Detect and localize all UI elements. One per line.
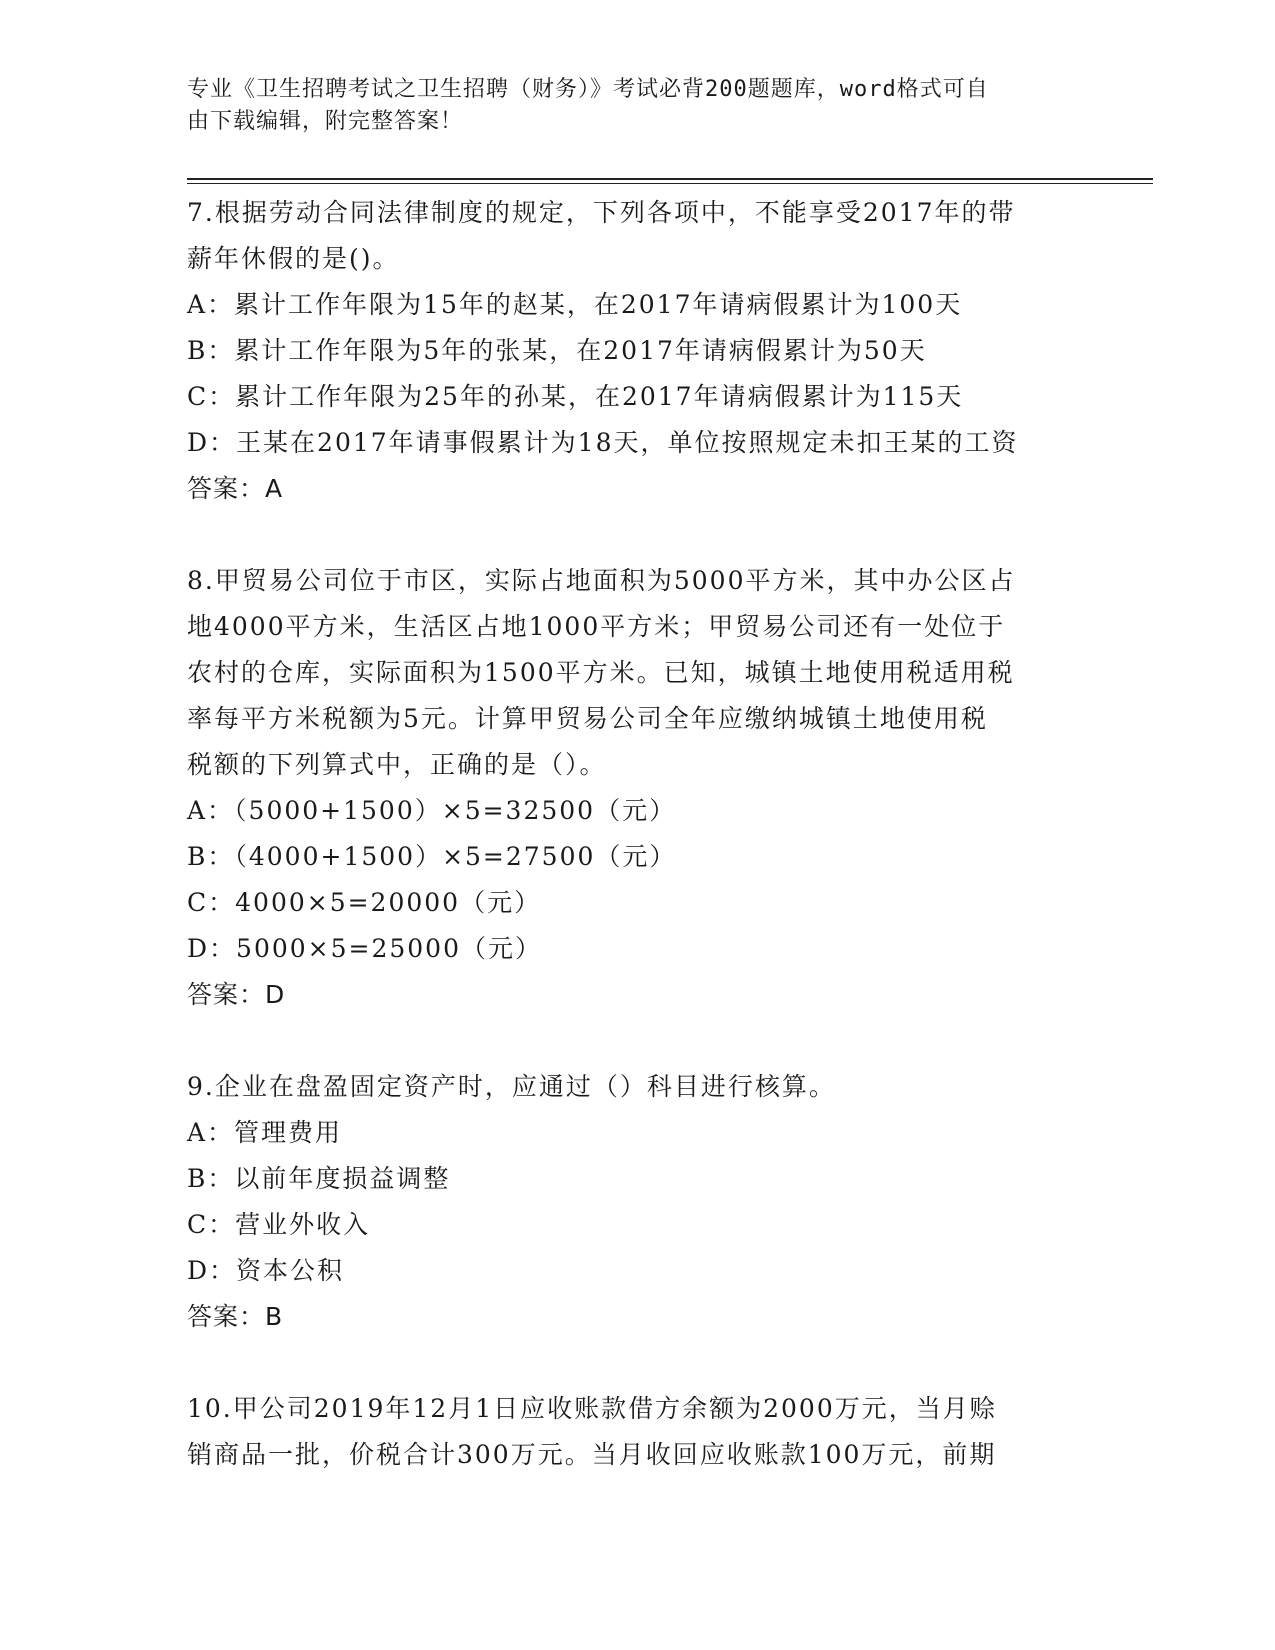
option-c: C：累计工作年限为25年的孙某，在2017年请病假累计为115天	[187, 382, 964, 411]
option-a: A：管理费用	[187, 1118, 343, 1147]
question-text-line: 农村的仓库，实际面积为1500平方米。已知，城镇土地使用税适用税	[187, 658, 1015, 687]
option-a: A：（5000+1500）×5=32500（元）	[187, 796, 677, 825]
option-c: C：营业外收入	[187, 1210, 371, 1239]
question-text-line: 销商品一批，价税合计300万元。当月收回应收账款100万元，前期	[187, 1440, 997, 1469]
header-line-2: 由下载编辑，附完整答案！	[187, 109, 464, 134]
question-9	[187, 1064, 1087, 1340]
option-d: D：资本公积	[187, 1256, 345, 1285]
header-line-1: 专业《卫生招聘考试之卫生招聘（财务）》考试必背200题题库，word格式可自	[187, 77, 989, 102]
document-header	[187, 74, 1067, 138]
option-b: B：以前年度损益调整	[187, 1164, 451, 1193]
question-text-line: 率每平方米税额为5元。计算甲贸易公司全年应缴纳城镇土地使用税	[187, 704, 988, 733]
option-b: B：（4000+1500）×5=27500（元）	[187, 842, 677, 871]
question-text-line: 地4000平方米，生活区占地1000平方米；甲贸易公司还有一处位于	[187, 612, 1006, 641]
option-b: B：累计工作年限为5年的张某，在2017年请病假累计为50天	[187, 336, 927, 365]
option-d: D：5000×5=25000（元）	[187, 934, 542, 963]
question-text-line: 9.企业在盘盈固定资产时，应通过（）科目进行核算。	[187, 1072, 836, 1101]
answer-line: 答案：A	[187, 474, 284, 503]
question-text-line: 7.根据劳动合同法律制度的规定，下列各项中，不能享受2017年的带	[187, 198, 1016, 227]
option-d: D：王某在2017年请事假累计为18天，单位按照规定未扣王某的工资	[187, 428, 1019, 457]
answer-line: 答案：B	[187, 1302, 284, 1331]
option-c: C：4000×5=20000（元）	[187, 888, 542, 917]
question-10	[187, 1386, 1087, 1478]
question-text-line: 税额的下列算式中，正确的是（）。	[187, 750, 607, 779]
question-list	[187, 190, 1087, 1524]
answer-line: 答案：D	[187, 980, 286, 1009]
option-a: A：累计工作年限为15年的赵某，在2017年请病假累计为100天	[187, 290, 963, 319]
question-7	[187, 190, 1087, 512]
question-text-line: 8.甲贸易公司位于市区，实际占地面积为5000平方米，其中办公区占	[187, 566, 1016, 595]
question-8	[187, 558, 1087, 1018]
question-text-line: 薪年休假的是()。	[187, 244, 400, 273]
question-text-line: 10.甲公司2019年12月1日应收账款借方余额为2000万元，当月赊	[187, 1394, 997, 1423]
header-divider-thick	[187, 178, 1153, 180]
header-divider-thin	[187, 183, 1153, 184]
